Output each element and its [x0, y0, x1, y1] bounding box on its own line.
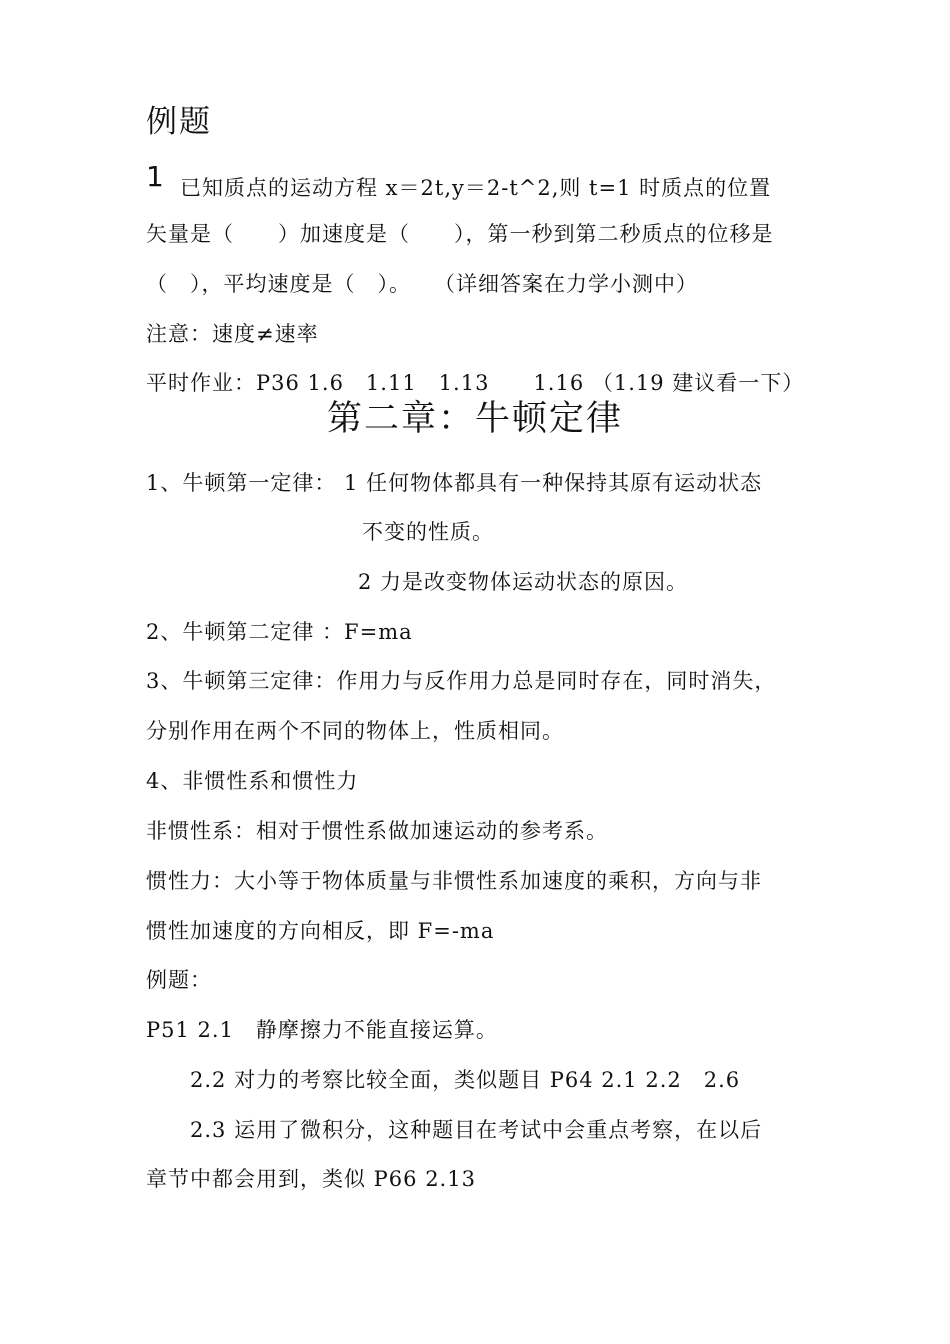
chapter-title: 第二章：牛顿定律: [326, 399, 623, 439]
law3-line-1: 3、牛顿第三定律：作用力与反作用力总是同时存在，同时消失，: [146, 669, 777, 693]
law1-line-1: 1、牛顿第一定律： 1 任何物体都具有一种保持其原有运动状态: [146, 471, 763, 495]
example2-label: 例题：: [146, 968, 212, 992]
inertial-force-line-1: 惯性力：大小等于物体质量与非惯性系加速度的乘积，方向与非: [146, 869, 762, 893]
p23-line-1: 2.3 运用了微积分，这种题目在考试中会重点考察，在以后: [190, 1118, 763, 1142]
noninertial-line: 非惯性系：相对于惯性系做加速运动的参考系。: [146, 819, 608, 843]
example-number: 1: [146, 160, 164, 193]
p22-line: 2.2 对力的考察比较全面，类似题目 P64 2.1 2.2 2.6: [190, 1068, 741, 1092]
p51-line: P51 2.1 静摩擦力不能直接运算。: [146, 1018, 498, 1042]
p23-line-2: 章节中都会用到，类似 P66 2.13: [146, 1167, 476, 1191]
law2-line: 2、牛顿第二定律 ：F=ma: [146, 620, 413, 644]
homework-line: 平时作业：P36 1.6 1.11 1.13 1.16 （1.19 建议看一下）: [146, 371, 805, 395]
law3-line-2: 分别作用在两个不同的物体上，性质相同。: [146, 719, 564, 743]
note-line: 注意：速度≠速率: [146, 322, 319, 346]
example-heading: 例题: [146, 104, 212, 140]
inertial-force-line-2: 惯性加速度的方向相反，即 F=-ma: [146, 919, 495, 943]
example-line-3: （ ），平均速度是（ ）。 （详细答案在力学小测中）: [146, 272, 698, 296]
example-line-1: 已知质点的运动方程 x＝2t,y＝2-t^2,则 t=1 时质点的位置: [180, 176, 772, 200]
law1-line-3: 2 力是改变物体运动状态的原因。: [358, 570, 689, 594]
section4-heading: 4、非惯性系和惯性力: [146, 769, 359, 793]
example-line-2: 矢量是（ ）加速度是（ ），第一秒到第二秒质点的位移是: [146, 222, 774, 246]
law1-line-2: 不变的性质。: [362, 520, 494, 544]
